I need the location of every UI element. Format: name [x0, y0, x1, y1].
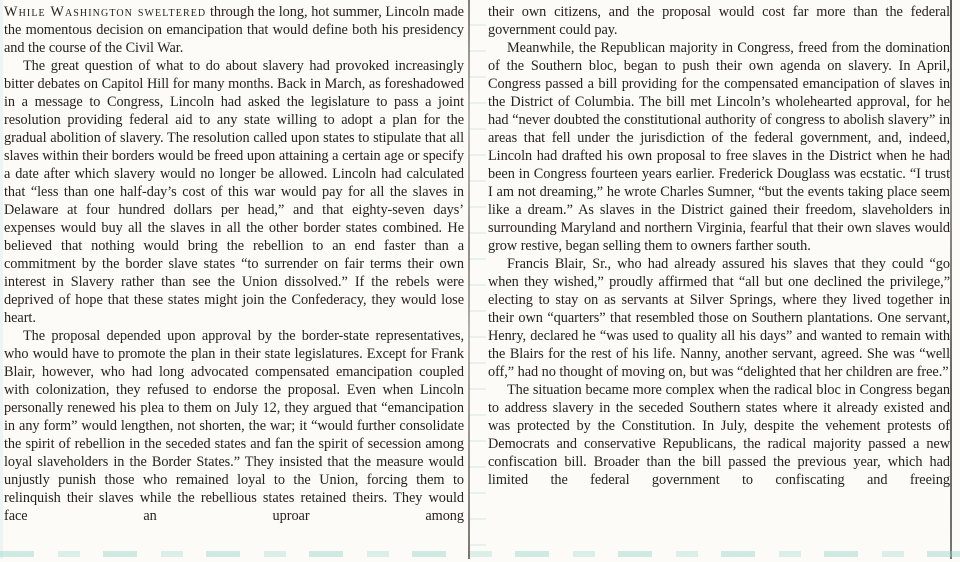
scan-gutter-artifact	[470, 0, 486, 559]
opening-paragraph-text: through the long, hot summer, Lincoln made the momentous decision on emancipation that would define both his presidency and the course of the Civil War.	[4, 4, 464, 56]
paragraph: The great question of what to do about slavery had provoked increasingly bitter debates on Capitol Hill for many months. Back in March, as foreshadowed in a message to Congress, Lincoln had asked the legislature to pass a joint resolution providing federal aid to any state willing to adopt a plan for the gradual abolition of slavery. The resolution called upon states to stipulate that all slaves within their borders would be freed upon attaining a certain age or specify a date after which slavery would no longer be allowed. Lincoln had calculated that “less than one half-day’s cost of this war would pay for all the slaves in Delaware at four hundred dollars per head,” and that eighty-seven days’ expenses would buy all the slaves in all the other border states combined. He believed that nothing would bring the rebellion to an end faster than a commitment by the border slave states “to surrender on fair terms their own interest in Slavery rather than see the Union dissolved.” If the rebels were deprived of hope that these states might join the Confederacy, they would lose heart.	[4, 58, 464, 326]
paragraph: The situation became more complex when the radical bloc in Congress began to address slavery in the seceded Southern states where it already existed and was protected by the Constitution. In July, despite the vehement protests of Democrats and conservative Republicans, the radical majority passed a new confiscation bill. Broader than the bill passed the previous year, which had limited the federal government to confiscating and freeing	[488, 382, 950, 488]
scan-bottom-artifact	[0, 551, 960, 557]
paragraph: Meanwhile, the Republican majority in Congress, freed from the domination of the Southern bloc, began to push their own agenda on slavery. In April, Congress passed a bill providing for the compensated emancipation of slaves in the District of Columbia. The bill met Lincoln’s wholehearted approval, for he had “never doubted the constitutional authority of congress to abolish slavery” in areas that fell under the jurisdiction of the federal government, and, indeed, Lincoln had drafted his own proposal to free slaves in the District when he had been in Congress fourteen years earlier. Frederick Douglass was ecstatic. “I trust I am not dreaming,” he wrote Charles Sumner, “but the events taking place seem like a dream.” As slaves in the District gained their freedom, slaveholders in surrounding Maryland and northern Virginia, fearful that their own slaves would grow restive, began selling them to owners farther south.	[488, 40, 950, 254]
paragraph: Francis Blair, Sr., who had already assured his slaves that they could “go when they wished,” proudly affirmed that “all but one declined the privilege,” electing to stay on as servants at Silver Springs, where they lived together in their own “quarters” that resembled those on Southern plantations. One servant, Henry, declared he “was used to quality all his days” and wanted to remain with the Blairs for the rest of his life. Nanny, another servant, agreed. She was “well off,” had no thought of moving on, but was “delighted that her children are free.”	[488, 256, 950, 380]
small-caps-lead: While Washington sweltered	[4, 4, 207, 20]
text-column-right	[488, 0, 950, 562]
text-column-left	[4, 0, 464, 562]
scan-edge-artifact	[0, 0, 3, 559]
paragraph: The proposal depended upon approval by the border-state representatives, who would have to promote the plan in their state legislatures. Except for Frank Blair, however, who had long advocated compensated emancipation coupled with colonization, they refused to endorse the proposal. Even when Lincoln personally renewed his plea to them on July 12, they argued that “emancipation in any form” would lengthen, not shorten, the war; it “would further consolidate the spirit of rebellion in the seceded states and fan the spirit of secession among loyal slaveholders in the Border States.” They insisted that the measure would unjustly punish those who remained loyal to the Union, forcing them to relinquish their slaves while the rebellious states retained theirs. They would face an uproar among	[4, 328, 464, 524]
page-edge-line	[950, 0, 952, 559]
continuation-paragraph: their own citizens, and the proposal would cost far more than the federal government could pay.	[488, 4, 950, 38]
opening-paragraph	[4, 3, 464, 57]
